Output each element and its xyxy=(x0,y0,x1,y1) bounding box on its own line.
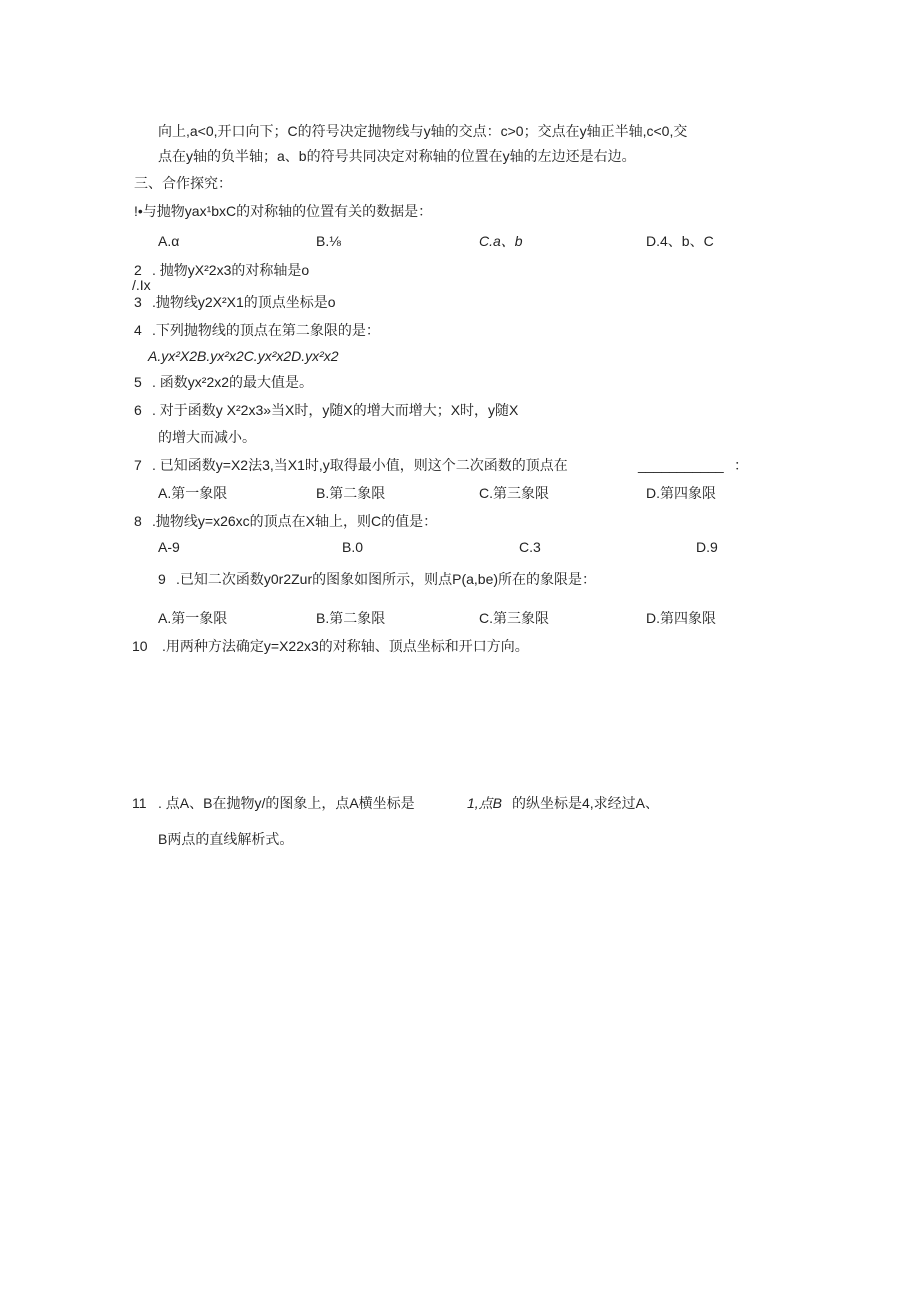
question-11-text-b: 1,点B xyxy=(467,795,503,811)
q7-option-d: D.第四象限 xyxy=(646,485,716,501)
question-7-text: . 已知函数y=X2法3,当X1时,y取得最小值，则这个二次函数的顶点在 xyxy=(152,457,568,473)
question-6-number: 6 xyxy=(134,402,142,418)
q9-option-b: B.第二象限 xyxy=(316,610,386,626)
question-6-continuation: 的增大而减小。 xyxy=(158,429,256,445)
question-2-text: . 抛物yX²2x3的对称轴是o xyxy=(152,262,310,278)
q1-option-d: D.4、b、C xyxy=(646,233,714,249)
question-3-text: .抛物线y2X²X1的顶点坐标是o xyxy=(152,294,336,310)
q8-option-a: A-9 xyxy=(158,539,180,555)
question-2-number: 2 xyxy=(134,262,142,278)
question-11-number: 11 xyxy=(132,795,147,811)
question-4-number: 4 xyxy=(134,322,142,338)
question-7-end: ： xyxy=(734,457,748,473)
question-2-extra: /.Ix xyxy=(132,277,151,293)
q8-option-c: C.3 xyxy=(519,539,541,555)
question-5-number: 5 xyxy=(134,374,142,390)
question-9-number: 9 xyxy=(158,571,166,587)
question-9-text: .已知二次函数y0r2Zur的图象如图所示，则点P(a,be)所在的象限是： xyxy=(176,571,597,587)
answer-blank: ___________ xyxy=(638,457,724,473)
question-11-text-c: 的纵坐标是4,求经过A、 xyxy=(512,795,660,811)
intro-line-2: 点在y轴的负半轴；a、b的符号共同决定对称轴的位置在y轴的左边还是右边。 xyxy=(158,148,636,164)
question-4-text: .下列抛物线的顶点在第二象限的是： xyxy=(152,322,380,338)
question-10-number: 10 xyxy=(132,638,148,654)
question-7-number: 7 xyxy=(134,457,142,473)
q9-option-a: A.第一象限 xyxy=(158,610,228,626)
question-3-number: 3 xyxy=(134,294,142,310)
q7-option-b: B.第二象限 xyxy=(316,485,386,501)
intro-line-1: 向上,a<0,开口向下；C的符号决定抛物线与y轴的交点：c>0；交点在y轴正半轴,c<0,交 xyxy=(158,123,688,139)
question-4-options: A.yx²X2B.yx²x2C.yx²x2D.yx²x2 xyxy=(148,348,339,364)
question-1-stem: !•与抛物yax¹bxC的对称轴的位置有关的数据是： xyxy=(134,203,433,219)
q9-option-c: C.第三象限 xyxy=(479,610,549,626)
question-8-number: 8 xyxy=(134,513,142,529)
section-title: 三、合作探究： xyxy=(134,175,232,191)
question-10-text: .用两种方法确定y=X22x3的对称轴、顶点坐标和开口方向。 xyxy=(162,638,529,654)
q9-option-d: D.第四象限 xyxy=(646,610,716,626)
q1-option-b: B.⅛ xyxy=(316,233,341,249)
q1-option-c: C.a、b xyxy=(479,233,523,249)
q8-option-d: D.9 xyxy=(696,539,718,555)
question-11-text-a: . 点A、B在抛物y/的图象上，点A横坐标是 xyxy=(158,795,415,811)
question-8-text: .抛物线y=x26xc的顶点在X轴上，则C的值是： xyxy=(152,513,438,529)
q7-option-a: A.第一象限 xyxy=(158,485,228,501)
q8-option-b: B.0 xyxy=(342,539,364,555)
question-11-continuation: B两点的直线解析式。 xyxy=(158,831,294,847)
question-6-text: . 对于函数y X²2x3»当X时，y随X的增大而增大；X时，y随X xyxy=(152,402,519,418)
question-5-text: . 函数yx²2x2的最大值是。 xyxy=(152,374,314,390)
q7-option-c: C.第三象限 xyxy=(479,485,549,501)
q1-option-a: A.α xyxy=(158,233,180,249)
